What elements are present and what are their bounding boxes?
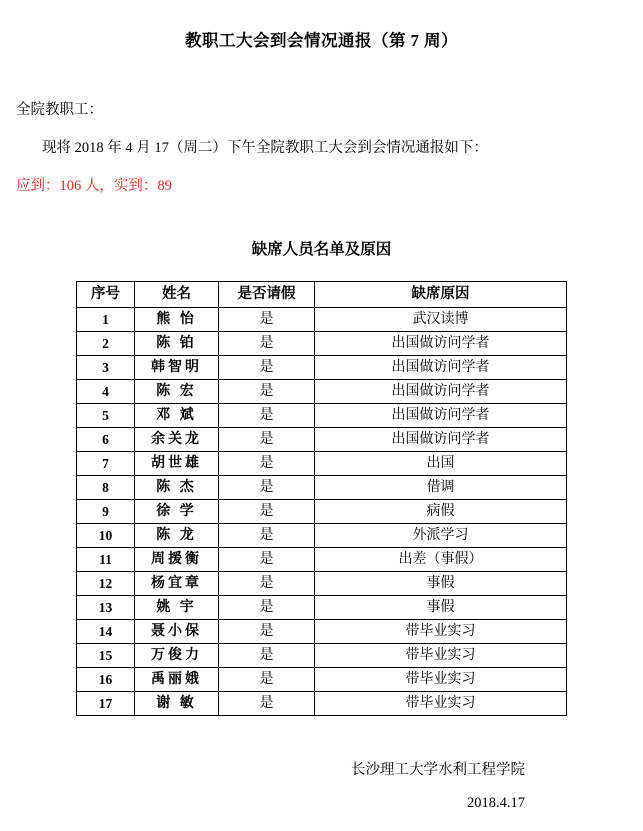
cell-name: 徐 学 — [135, 500, 219, 524]
salutation: 全院教职工： — [16, 102, 103, 118]
cell-index: 9 — [77, 500, 135, 524]
cell-leave: 是 — [219, 356, 315, 380]
cell-index: 16 — [77, 668, 135, 692]
cell-index: 7 — [77, 452, 135, 476]
cell-leave: 是 — [219, 644, 315, 668]
cell-reason: 武汉读博 — [315, 308, 567, 332]
cell-reason: 带毕业实习 — [315, 668, 567, 692]
cell-name: 陈 杰 — [135, 476, 219, 500]
cell-leave: 是 — [219, 308, 315, 332]
cell-leave: 是 — [219, 452, 315, 476]
table-row — [77, 644, 567, 668]
cell-name: 禹丽娥 — [135, 668, 219, 692]
cell-index: 5 — [77, 404, 135, 428]
table-container — [14, 281, 629, 716]
cell-leave: 是 — [219, 500, 315, 524]
footer-organization: 长沙理工大学水利工程学院 — [351, 762, 525, 778]
cell-leave: 是 — [219, 548, 315, 572]
document-page — [0, 27, 643, 831]
cell-reason: 带毕业实习 — [315, 644, 567, 668]
cell-index: 17 — [77, 692, 135, 716]
attendance-stat: 应到：106 人，实到：89 — [16, 178, 172, 194]
table-row — [77, 596, 567, 620]
cell-reason: 出国做访问学者 — [315, 356, 567, 380]
cell-leave: 是 — [219, 332, 315, 356]
table-row — [77, 548, 567, 572]
cell-index: 1 — [77, 308, 135, 332]
cell-index: 15 — [77, 644, 135, 668]
cell-index: 10 — [77, 524, 135, 548]
cell-name: 聂小保 — [135, 620, 219, 644]
cell-name: 谢 敏 — [135, 692, 219, 716]
cell-reason: 出国做访问学者 — [315, 332, 567, 356]
table-title: 缺席人员名单及原因 — [251, 241, 392, 258]
table-row — [77, 308, 567, 332]
cell-leave: 是 — [219, 380, 315, 404]
cell-name: 邓 斌 — [135, 404, 219, 428]
cell-leave: 是 — [219, 620, 315, 644]
cell-reason: 出国做访问学者 — [315, 380, 567, 404]
cell-name: 万俊力 — [135, 644, 219, 668]
cell-name: 熊 怡 — [135, 308, 219, 332]
table-header — [77, 282, 567, 308]
cell-name: 杨宜章 — [135, 572, 219, 596]
column-header-reason: 缺席原因 — [315, 282, 567, 308]
cell-name: 余关龙 — [135, 428, 219, 452]
cell-reason: 带毕业实习 — [315, 620, 567, 644]
table-row — [77, 668, 567, 692]
table-row — [77, 452, 567, 476]
cell-reason: 出国做访问学者 — [315, 404, 567, 428]
cell-name: 韩智明 — [135, 356, 219, 380]
cell-leave: 是 — [219, 404, 315, 428]
cell-index: 3 — [77, 356, 135, 380]
cell-leave: 是 — [219, 476, 315, 500]
table-row — [77, 620, 567, 644]
cell-index: 8 — [77, 476, 135, 500]
table-header-row — [77, 282, 567, 308]
table-row — [77, 356, 567, 380]
cell-leave: 是 — [219, 692, 315, 716]
cell-reason: 病假 — [315, 500, 567, 524]
table-row — [77, 524, 567, 548]
column-header-name: 姓名 — [135, 282, 219, 308]
page-title: 教职工大会到会情况通报（第 7 周） — [185, 31, 458, 50]
table-row — [77, 332, 567, 356]
cell-reason: 事假 — [315, 596, 567, 620]
column-header-index: 序号 — [77, 282, 135, 308]
body-paragraph: 现将 2018 年 4 月 17（周二）下午全院教职工大会到会情况通报如下： — [42, 140, 488, 156]
cell-reason: 借调 — [315, 476, 567, 500]
cell-reason: 外派学习 — [315, 524, 567, 548]
table-row — [77, 500, 567, 524]
table-row — [77, 476, 567, 500]
table-body — [77, 308, 567, 716]
table-row — [77, 692, 567, 716]
table-row — [77, 428, 567, 452]
footer-date: 2018.4.17 — [467, 795, 525, 811]
table-row — [77, 404, 567, 428]
cell-index: 2 — [77, 332, 135, 356]
absence-table — [76, 281, 567, 716]
cell-reason: 事假 — [315, 572, 567, 596]
cell-reason: 出国 — [315, 452, 567, 476]
cell-name: 姚 宇 — [135, 596, 219, 620]
cell-name: 胡世雄 — [135, 452, 219, 476]
column-header-leave: 是否请假 — [219, 282, 315, 308]
cell-index: 6 — [77, 428, 135, 452]
cell-name: 陈 龙 — [135, 524, 219, 548]
cell-index: 13 — [77, 596, 135, 620]
cell-leave: 是 — [219, 524, 315, 548]
table-row — [77, 380, 567, 404]
cell-leave: 是 — [219, 596, 315, 620]
cell-name: 陈 宏 — [135, 380, 219, 404]
cell-name: 周援衡 — [135, 548, 219, 572]
cell-leave: 是 — [219, 572, 315, 596]
cell-leave: 是 — [219, 428, 315, 452]
cell-reason: 带毕业实习 — [315, 692, 567, 716]
cell-leave: 是 — [219, 668, 315, 692]
cell-reason: 出国做访问学者 — [315, 428, 567, 452]
cell-name: 陈 铂 — [135, 332, 219, 356]
cell-reason: 出差（事假） — [315, 548, 567, 572]
table-row — [77, 572, 567, 596]
cell-index: 4 — [77, 380, 135, 404]
cell-index: 12 — [77, 572, 135, 596]
cell-index: 14 — [77, 620, 135, 644]
cell-index: 11 — [77, 548, 135, 572]
